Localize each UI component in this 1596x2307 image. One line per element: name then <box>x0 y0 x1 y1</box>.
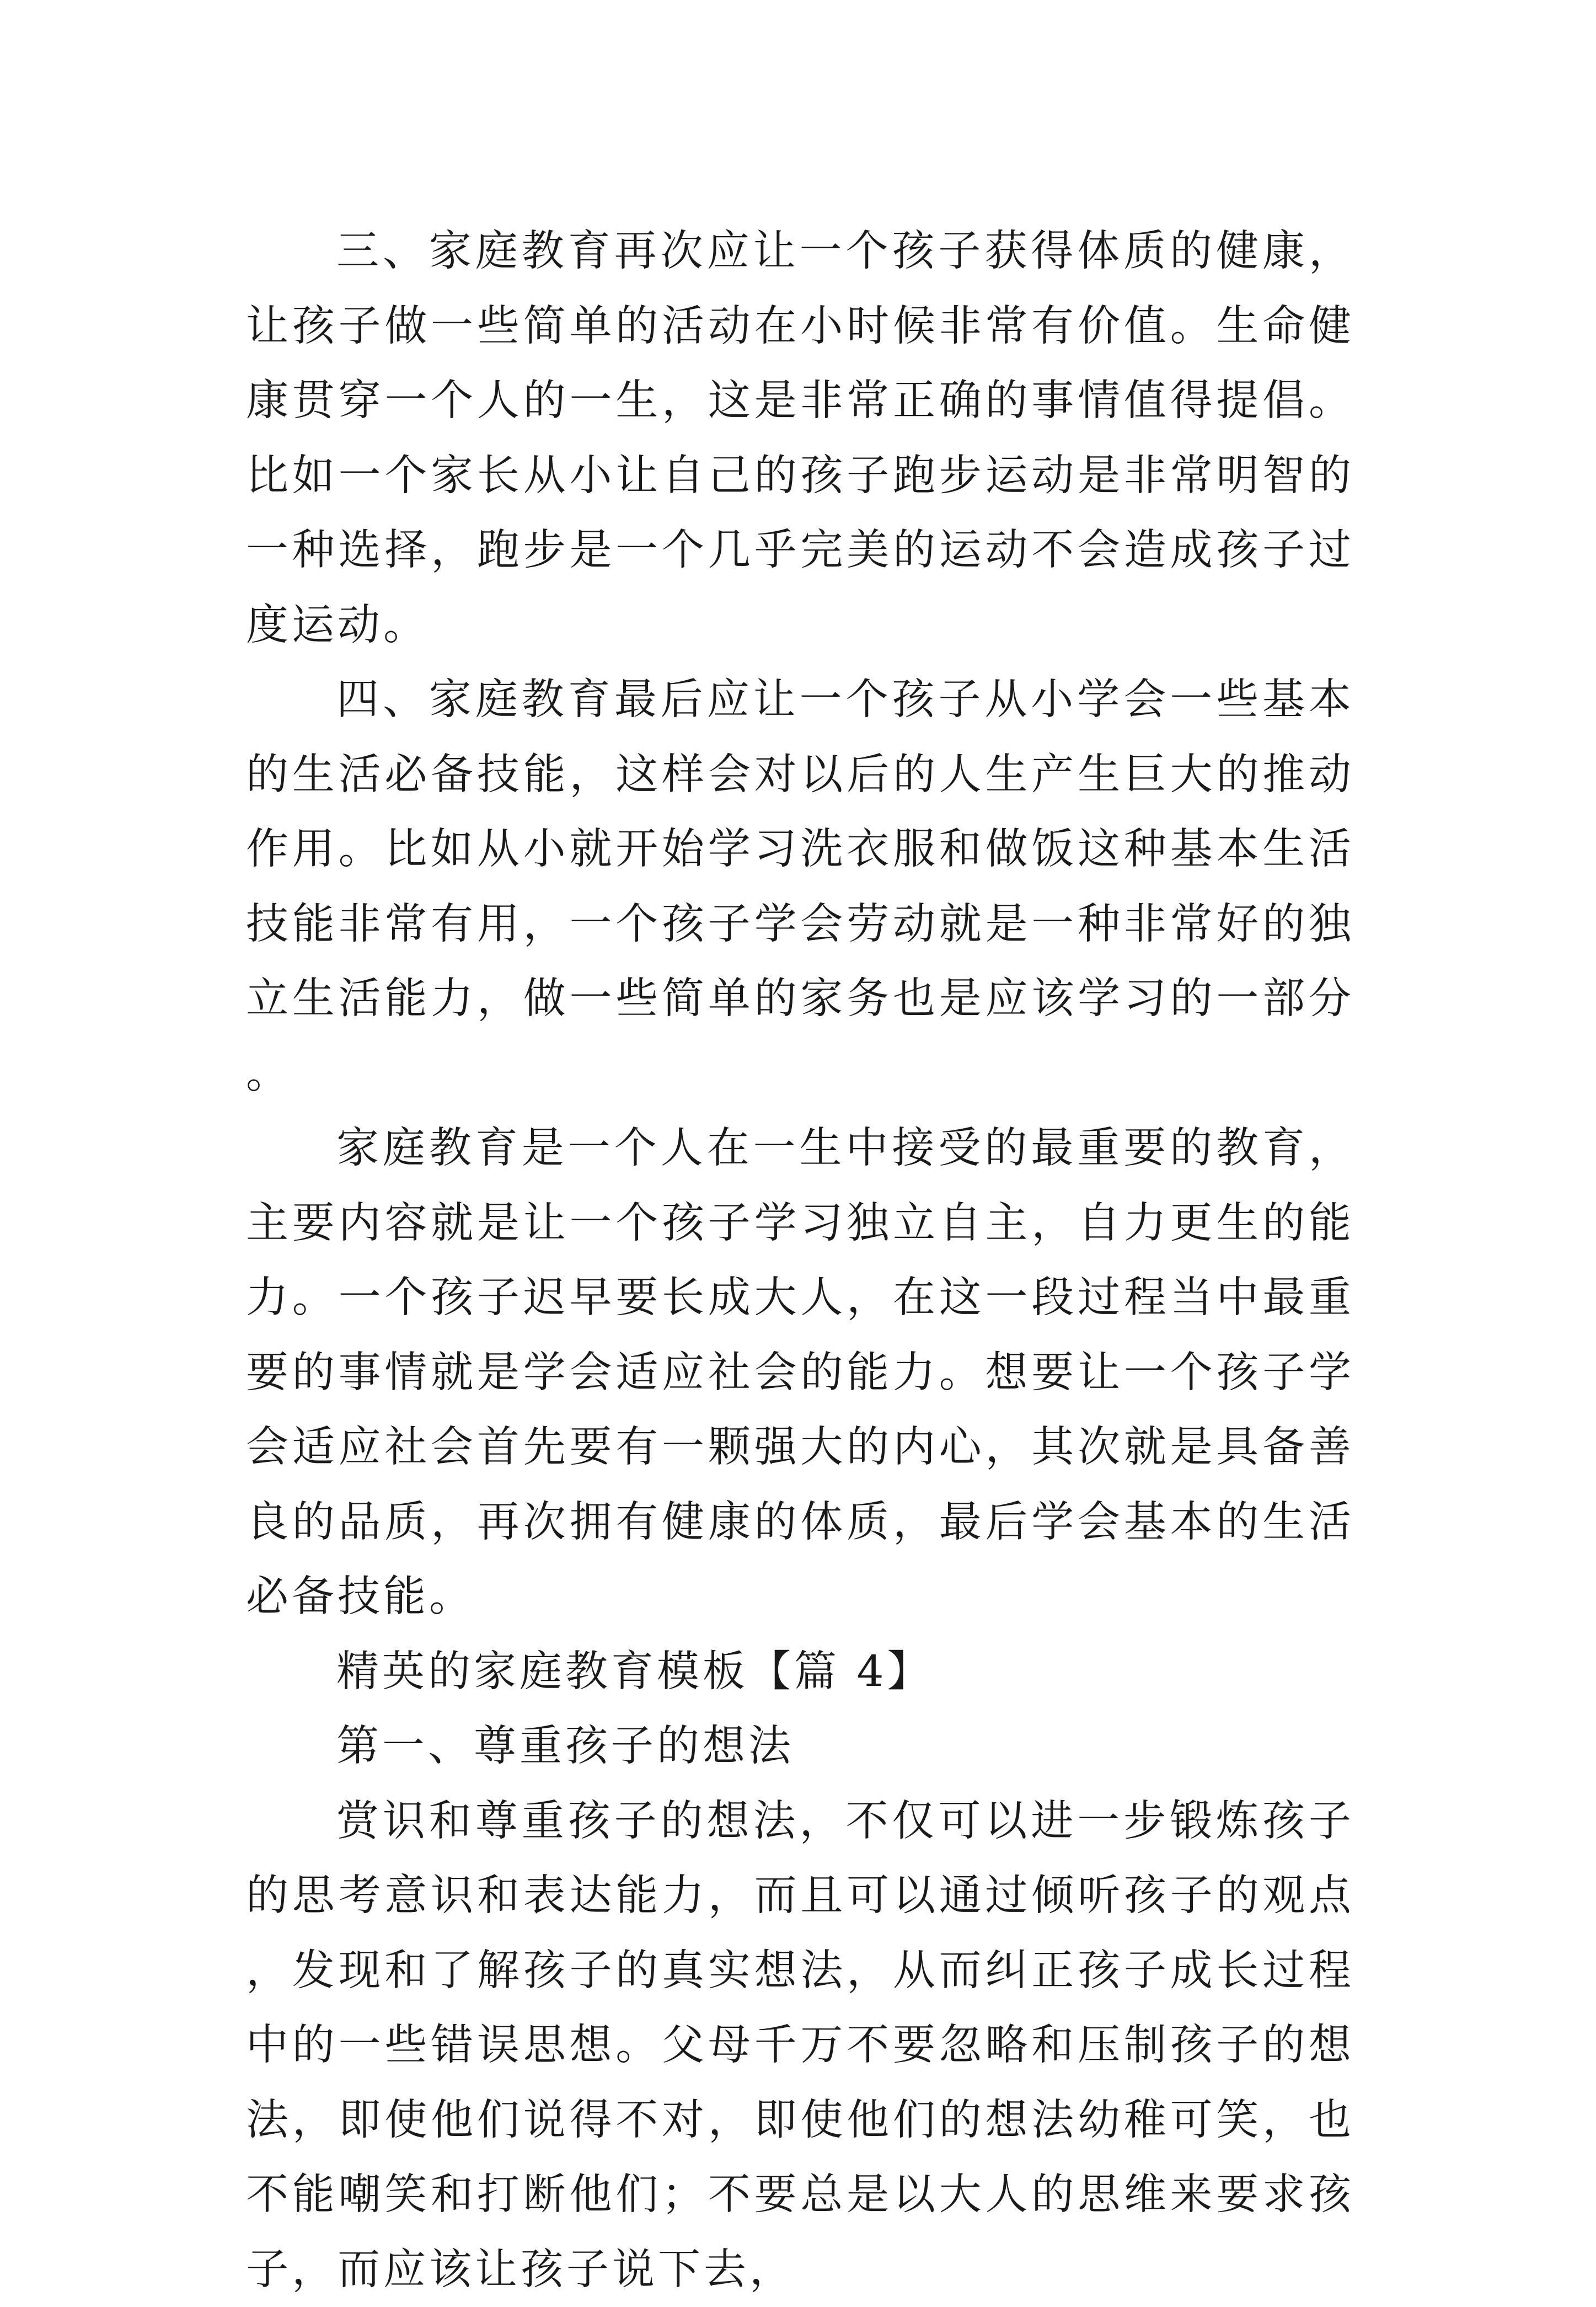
section-title: 精英的家庭教育模板【篇 4】 <box>246 1635 1354 1710</box>
subheading: 第一、尊重孩子的想法 <box>246 1709 1354 1784</box>
paragraph-summary: 家庭教育是一个人在一生中接受的最重要的教育，主要内容就是让一个孩子学习独立自主，自力更生的能力。一个孩子迟早要长成大人，在这一段过程当中最重要的事情就是学会适应社会的能力。想要让一个孩子学会适应社会首先要有一颗强大的内心，其次就是具备善良的品质，再次拥有健康的体质，最后学会基本的生活必备技能。 <box>246 1111 1354 1635</box>
paragraph-respect-ideas: 赏识和尊重孩子的想法，不仅可以进一步锻炼孩子的思考意识和表达能力，而且可以通过倾听孩子的观点，发现和了解孩子的真实想法，从而纠正孩子成长过程中的一些错误思想。父母千万不要忽略和压制孩子的想法，即使他们说得不对，即使他们的想法幼稚可笑，也不能嘲笑和打断他们；不要总是以大人的思维来要求孩子，而应该让孩子说下去， <box>246 1784 1354 2307</box>
paragraph-life-skills: 四、家庭教育最后应让一个孩子从小学会一些基本的生活必备技能，这样会对以后的人生产生巨大的推动作用。比如从小就开始学习洗衣服和做饭这种基本生活技能非常有用，一个孩子学会劳动就是一种非常好的独立生活能力，做一些简单的家务也是应该学习的一部分。 <box>246 663 1354 1111</box>
paragraph-physical-health: 三、家庭教育再次应让一个孩子获得体质的健康，让孩子做一些简单的活动在小时候非常有价值。生命健康贯穿一个人的一生，这是非常正确的事情值得提倡。比如一个家长从小让自己的孩子跑步运动是非常明智的一种选择，跑步是一个几乎完美的运动不会造成孩子过度运动。 <box>246 214 1354 663</box>
document-body <box>246 214 1354 2307</box>
